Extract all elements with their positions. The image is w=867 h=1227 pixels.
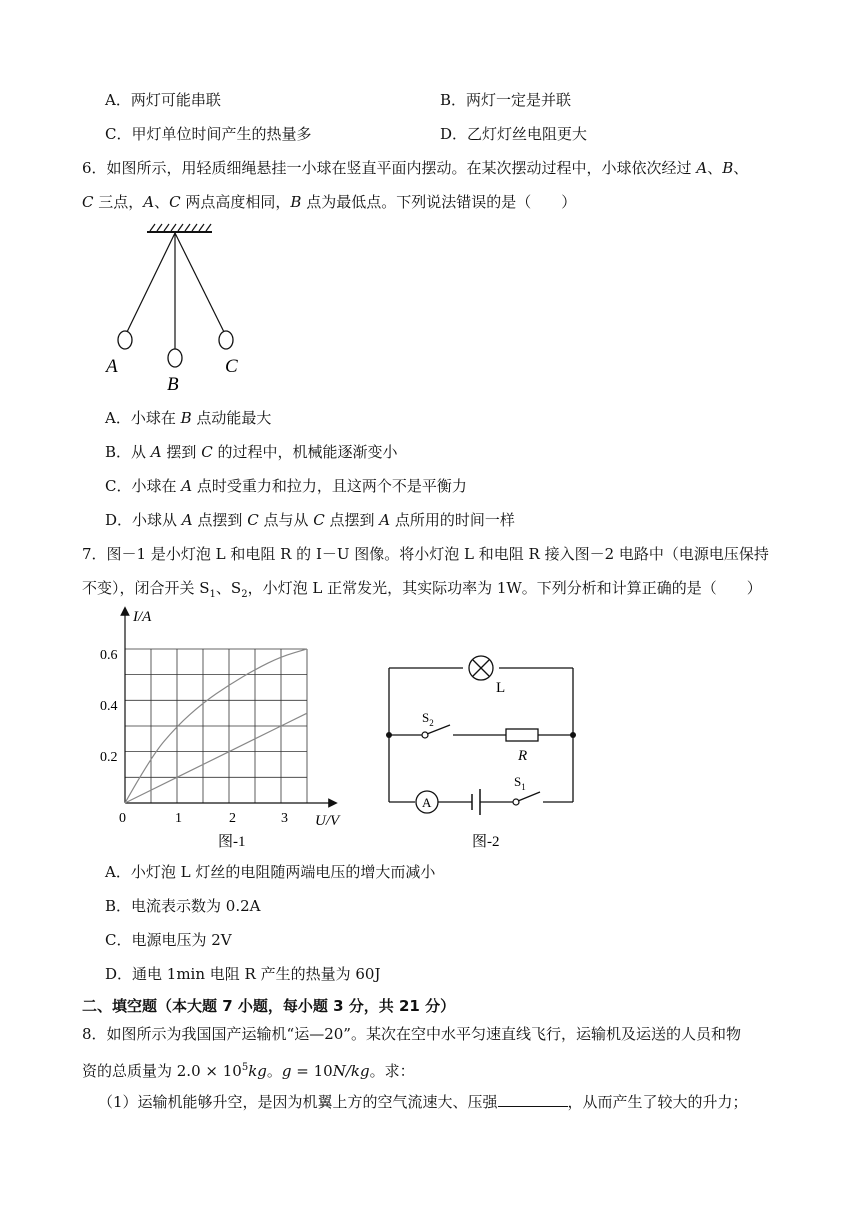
switch-s2-symbol	[422, 725, 450, 738]
q7-option-a: A．小灯泡 L 灯丝的电阻随两端电压的增大而减小	[105, 863, 436, 881]
q8-stem-line2: 资的总质量为 $2.0 \times 10^5kg$。g = 10N/kg。求：	[82, 1062, 415, 1080]
ball-b	[168, 349, 182, 367]
x-tick-label: 2	[229, 811, 236, 826]
q7-stem-line1: 7．图－1 是小灯泡 L 和电阻 R 的 I－U 图像。将小灯泡 L 和电阻 R 接入图－2 电路中（电源电压保持	[82, 545, 769, 563]
switch-s1-symbol	[513, 792, 540, 805]
x-tick-label: 1	[175, 811, 182, 826]
section-heading: 二、填空题（本大题 7 小题，每小题 3 分，共 21 分）	[82, 997, 456, 1015]
x-tick-label: 0	[119, 811, 126, 826]
x-axis-label: U/V	[315, 813, 340, 829]
lamp-label: L	[496, 680, 506, 696]
q7-stem-line2: 不变），闭合开关 $S_1$、$S_2$，小灯泡 L 正常发光，其实际功率为 1W。下列分析和计算正确的是（ ）	[82, 579, 762, 600]
label-b: B	[167, 374, 179, 395]
y-axis-label: I/A	[133, 609, 152, 625]
switch-s1-label: $S_1$	[514, 774, 526, 792]
q6-option-d: D．小球从 A 点摆到 C 点与从 C 点摆到 A 点所用的时间一样	[105, 511, 515, 529]
iu-graph	[95, 603, 365, 853]
label-c: C	[225, 356, 238, 377]
q7-option-d: D．通电 1min 电阻 R 产生的热量为 60J	[105, 965, 381, 983]
q6-stem-line1: 6．如图所示，用轻质细绳悬挂一小球在竖直平面内摆动。在某次摆动过程中，小球依次经过 A、B、	[82, 159, 749, 177]
string-a	[127, 233, 175, 332]
y-tick-label: 0.4	[100, 699, 118, 714]
ball-c	[219, 331, 233, 349]
circuit-diagram	[380, 648, 585, 853]
pendulum-figure	[95, 222, 255, 397]
answer-blank[interactable]	[498, 1092, 568, 1107]
q7-option-b: B．电流表示数为 0.2A	[105, 897, 261, 915]
q6-option-a: A．小球在 B 点动能最大	[105, 409, 272, 427]
q5-option-b: B．两灯一定是并联	[440, 91, 572, 109]
q8-part1: （1）运输机能够升空，是因为机翼上方的空气流速大、压强 ，从而产生了较大的升力；	[98, 1093, 748, 1111]
ball-a	[118, 331, 132, 349]
battery-symbol	[472, 789, 480, 815]
ceiling-hatch	[150, 224, 211, 231]
ammeter-label: A	[422, 795, 432, 810]
q8-stem-line1: 8．如图所示为我国国产运输机“运—20”。某次在空中水平匀速直线飞行，运输机及运送的人员和物	[82, 1025, 741, 1043]
switch-s2-label: $S_2$	[422, 710, 434, 728]
lamp-symbol	[469, 656, 493, 680]
q5-option-c: C．甲灯单位时间产生的热量多	[105, 125, 312, 143]
q6-option-c: C．小球在 A 点时受重力和拉力，且这两个不是平衡力	[105, 477, 467, 495]
graph-caption: 图-1	[218, 834, 246, 850]
q7-option-c: C．电源电压为 2V	[105, 931, 232, 949]
resistor-label: R	[518, 748, 528, 764]
q6-stem-line2: C 三点，A、C 两点高度相同，B 点为最低点。下列说法错误的是（ ）	[82, 193, 577, 211]
q6-option-b: B．从 A 摆到 C 的过程中，机械能逐渐变小	[105, 443, 398, 461]
y-tick-label: 0.2	[100, 750, 118, 765]
resistor-symbol	[506, 729, 538, 741]
y-tick-label: 0.6	[100, 648, 118, 663]
string-c	[175, 233, 224, 332]
label-a: A	[106, 356, 118, 377]
q5-option-a: A．两灯可能串联	[105, 91, 221, 109]
x-tick-label: 3	[281, 811, 288, 826]
circuit-caption: 图-2	[472, 834, 500, 850]
ammeter-symbol	[416, 791, 438, 813]
q5-option-d: D．乙灯灯丝电阻更大	[440, 125, 588, 143]
